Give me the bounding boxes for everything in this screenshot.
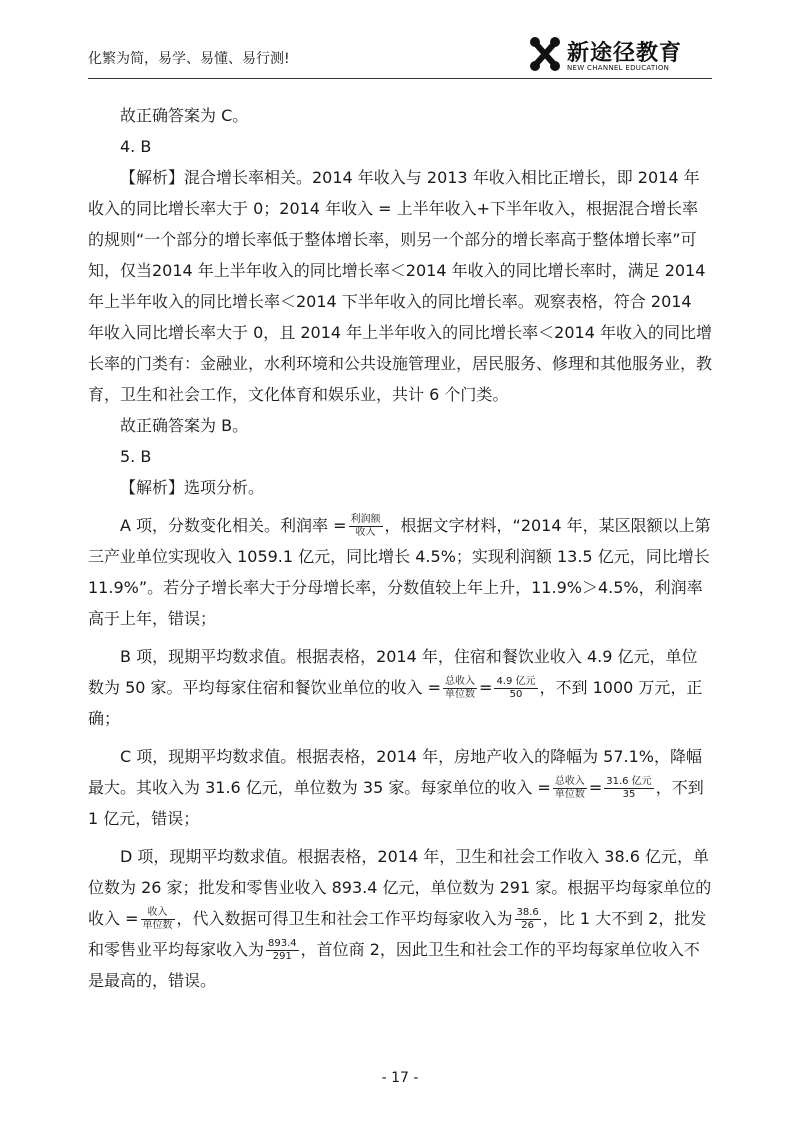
question-5-answer: 5. B [120, 447, 152, 466]
brand-logo [527, 36, 712, 78]
logo-text-cn: 新途径教育 [567, 41, 683, 66]
fraction: $\frac{\text{4.9 亿元}}{50}$ [496, 676, 536, 700]
option-b-analysis: B 项，现期平均数求值。根据表格，2014 年，住宿和餐饮业收入 4.9 亿元，单位数为 50 家。平均每家住宿和餐饮业单位的收入 = $\frac{\text{总收入}}{\text{单位数}}$ = $\frac{\text{4.9 亿元}}{50}$ ，不到 1000 万元，正确； [88, 647, 703, 728]
fraction: $\frac{\text{总收入}}{\text{单位数}}$ [554, 776, 585, 800]
fraction: $\frac{38.6}{26}$ [516, 907, 539, 931]
question-4-answer: 4. B [120, 137, 152, 156]
option-d-analysis: D 项，现期平均数求值。根据表格，2014 年，卫生和社会工作收入 38.6 亿元，单位数为 26 家；批发和零售业收入 893.4 亿元，单位数为 291 家。根据平均每家单位的收入 = $\frac{\text{收入}}{\text{单位数}}$ ，代入数据可得卫生和社会工作平均每家收入为 $\frac{38.6}{26}$ ，比 1 大不到 2，批发和零售业平均每家收入为 $\frac{893.4}{291}$ ，首位商 2，因此卫生和社会工作的平均每家单位收入不是最高的，错误。 [88, 847, 712, 990]
answer-line-b: 故正确答案为 B。 [120, 416, 249, 435]
analysis-4: 【解析】混合增长率相关。2014 年收入与 2013 年收入相比正增长，即 2014 年收入的同比增长率大于 0；2014 年收入 = 上半年收入+下半年收入，根据混合增长率的规则“一个部分的增长率低于整体增长率，则另一个部分的增长率高于整体增长率”可知，仅当2014 年上半年收入的同比增长率＜2014 年收入的同比增长率时，满足 2014 年上半年收入的同比增长率＜2014 下半年收入的同比增长率。观察表格，符合 2014 年收入同比增长率大于 0，且 2014 年上半年收入的同比增长率＜2014 年收入的同比增长率的门类有：金融业，水利环境和公共设施管理业，居民服务、修理和其他服务业，教育，卫生和社会工作，文化体育和娱乐业，共计 6 个门类。 [88, 168, 713, 404]
option-a-analysis: A 项，分数变化相关。利润率 = $\frac{\text{利润额}}{\text{收入}}$ ，根据文字材料，“2014 年，某区限额以上第三产业单位实现收入 1059.1 亿元，同比增长 4.5%；实现利润额 13.5 亿元，同比增长 11.9%”。若分子增长率大于分母增长率，分数值较上年上升，11.9%＞4.5%，利润率高于上年，错误； [88, 514, 711, 628]
fraction: $\frac{\text{收入}}{\text{单位数}}$ [142, 907, 173, 931]
answer-line-c: 故正确答案为 C。 [120, 106, 249, 125]
logo-x-icon [527, 36, 563, 72]
header-divider [88, 78, 712, 79]
fraction: $\frac{893.4}{291}$ [268, 938, 297, 962]
page-content [88, 100, 712, 996]
logo-text-en: NEW CHANNEL EDUCATION [567, 64, 670, 72]
page-header [88, 30, 712, 78]
fraction: $\frac{\text{利润额}}{\text{收入}}$ [350, 514, 381, 538]
analysis-5-heading: 【解析】选项分析。 [120, 478, 265, 497]
option-c-analysis: C 项，现期平均数求值。根据表格，2014 年，房地产收入的降幅为 57.1%，降幅最大。其收入为 31.6 亿元，单位数为 35 家。每家单位的收入 = $\frac{\text{总收入}}{\text{单位数}}$ = $\frac{\text{31.6 亿元}}{35}$ ，不到 1 亿元，错误； [88, 747, 704, 828]
fraction: $\frac{\text{总收入}}{\text{单位数}}$ [445, 676, 476, 700]
page-number: - 17 - [381, 1070, 419, 1086]
fraction: $\frac{\text{31.6 亿元}}{35}$ [606, 776, 652, 800]
header-slogan: 化繁为简，易学、易懂、易行测! [88, 51, 290, 67]
